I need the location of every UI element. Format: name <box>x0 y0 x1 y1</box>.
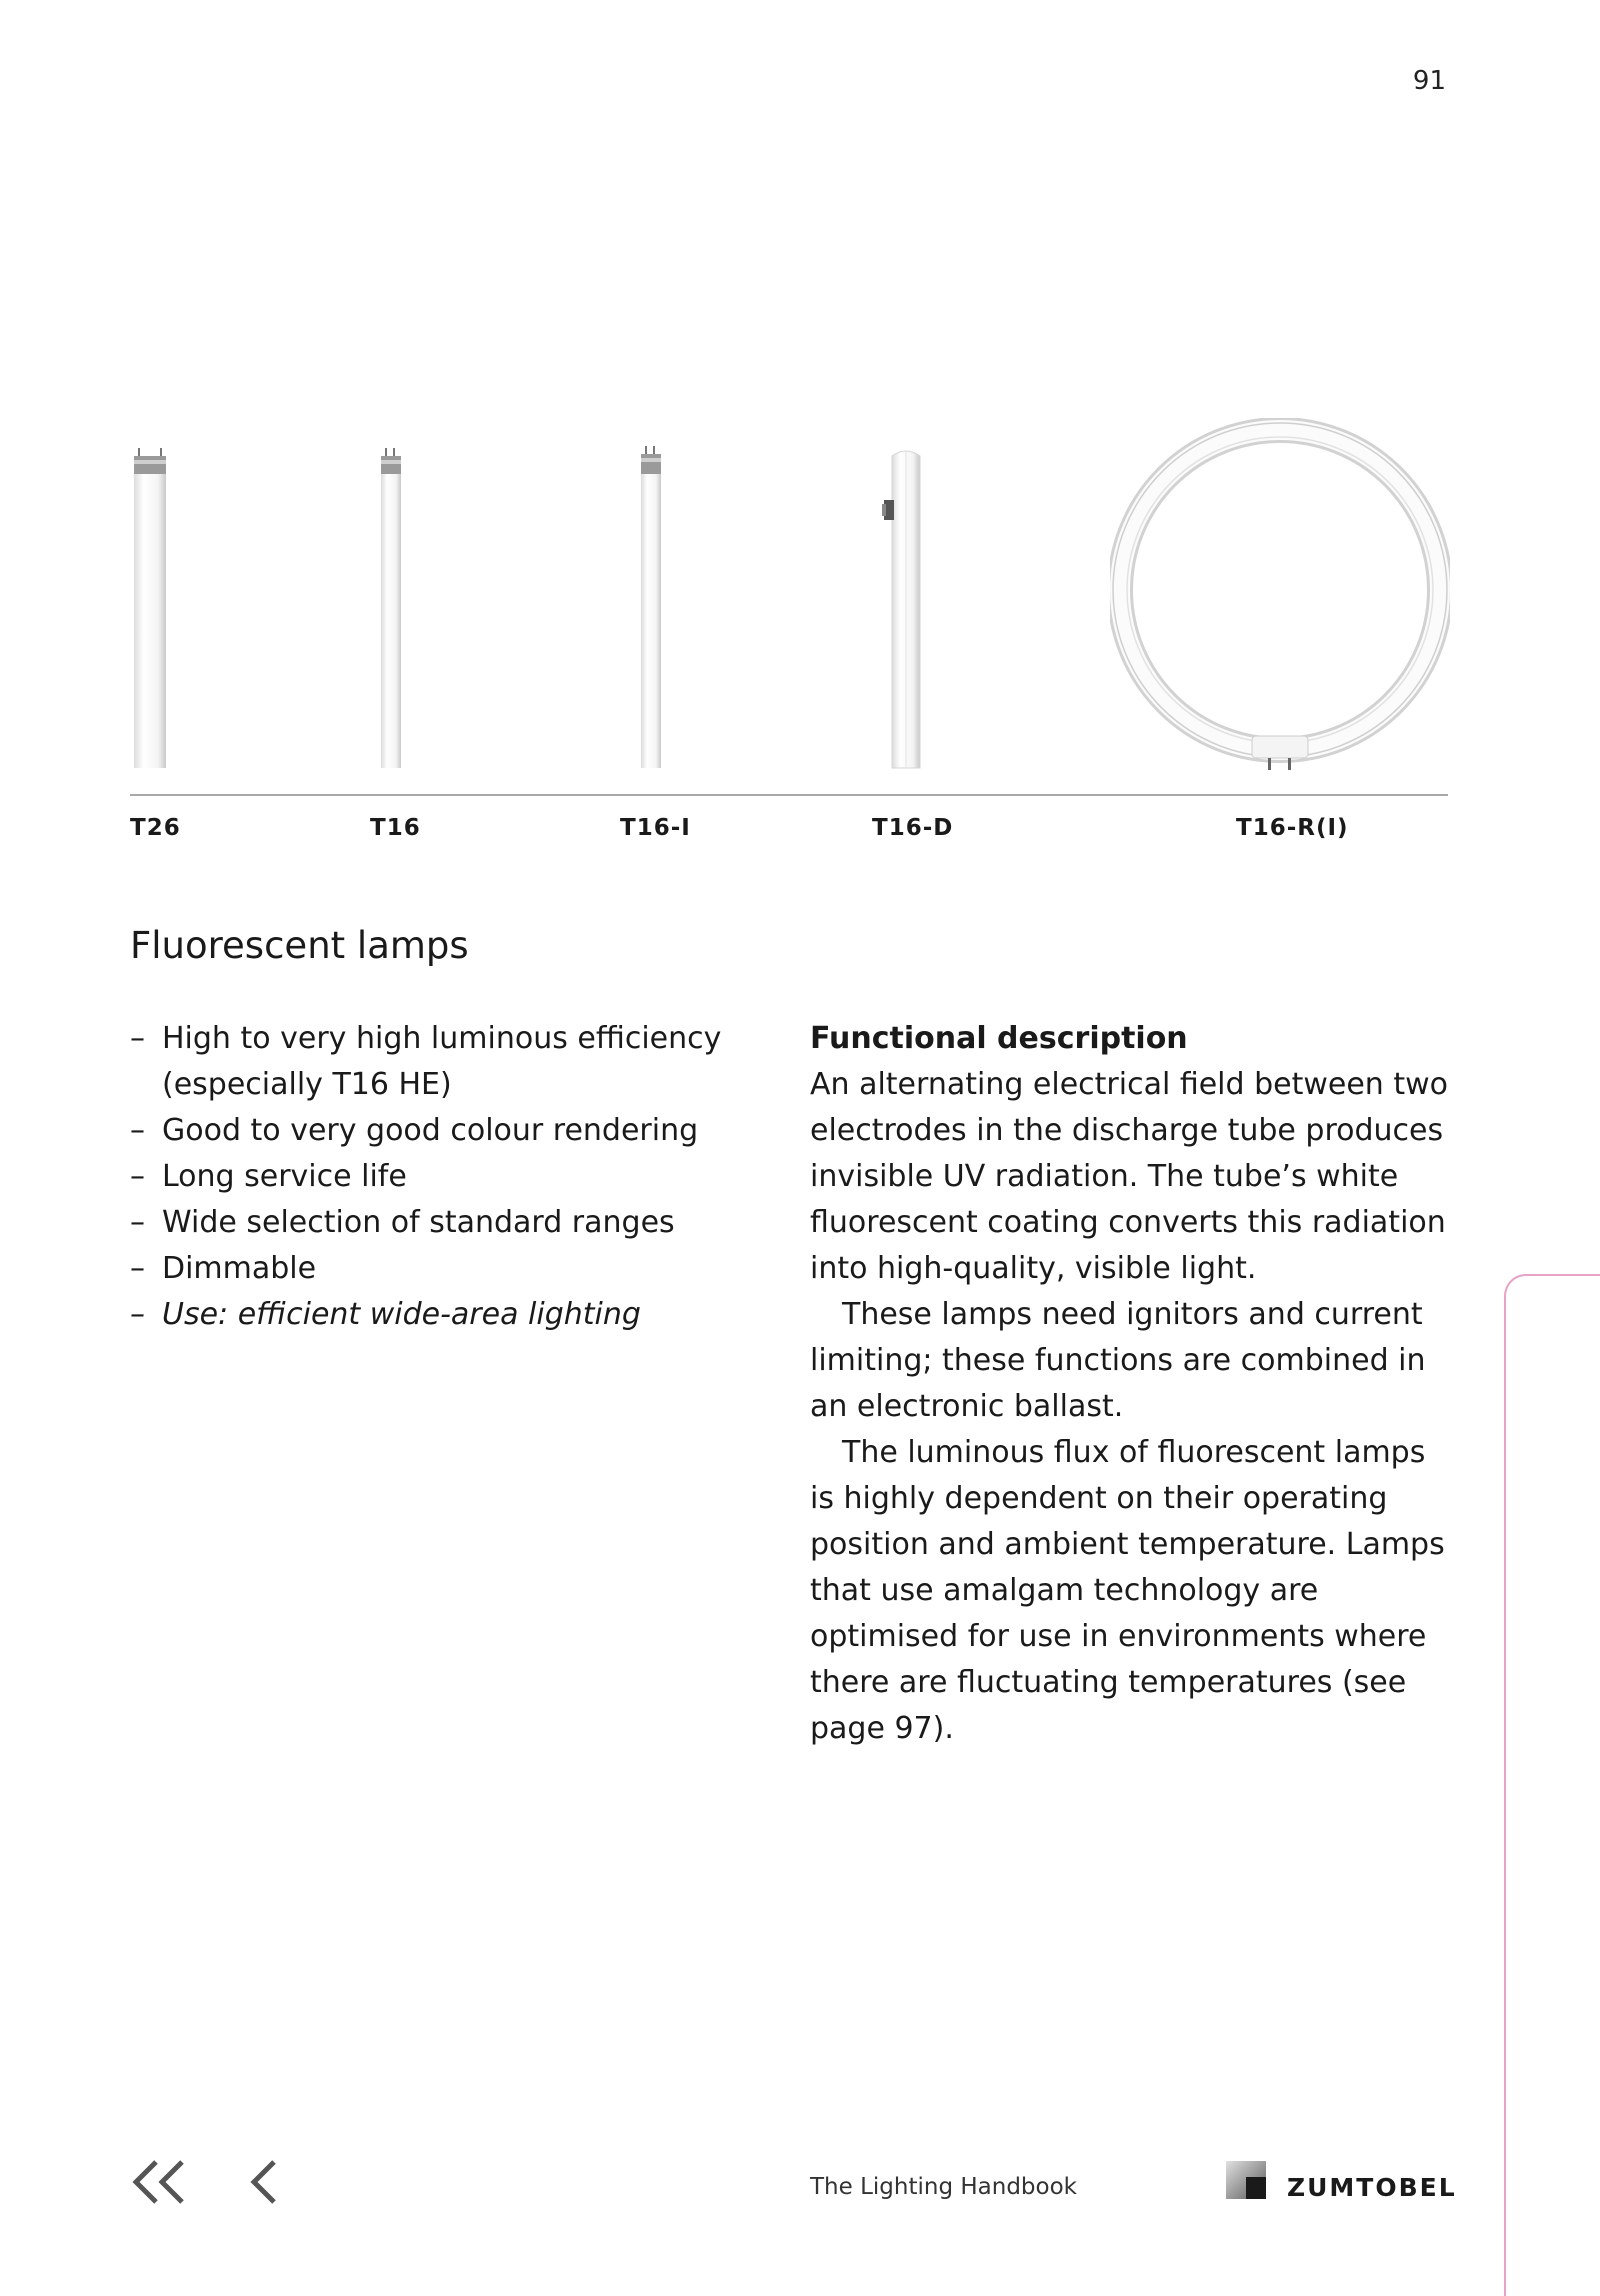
lamp-label-t16-r: T16-R(I) <box>1236 815 1349 841</box>
list-item <box>130 1246 730 1292</box>
description-paragraph: These lamps need ignitors and current limiting; these functions are combined in an electronic ballast. <box>810 1297 1426 1424</box>
lamp-label-t16: T16 <box>370 815 421 841</box>
lamp-image-t16-d <box>880 446 930 770</box>
double-chevron-left-icon[interactable] <box>128 2158 190 2210</box>
list-item <box>130 1292 730 1338</box>
lamp-image-t26 <box>130 440 174 770</box>
dash-bullet: – <box>130 1113 145 1148</box>
feature-text: High to very high luminous efficiency (especially T16 HE) <box>162 1021 722 1102</box>
lamp-divider <box>130 794 1448 796</box>
description-paragraph: The luminous flux of fluorescent lamps is highly dependent on their operating position and ambient temperature. Lamps that use amalgam technology are optimised for use in environments where there are fluctuating temperatures (see page 97). <box>810 1435 1445 1746</box>
dash-bullet: – <box>130 1021 145 1056</box>
dash-bullet: – <box>130 1205 145 1240</box>
lamp-image-t16-r <box>1110 418 1450 778</box>
description-heading: Functional description <box>810 1021 1188 1056</box>
list-item <box>130 1200 730 1246</box>
dash-bullet: – <box>130 1297 145 1332</box>
lamp-image-t16-i <box>636 440 666 770</box>
dash-bullet: – <box>130 1159 145 1194</box>
margin-tab <box>1504 1274 1600 2296</box>
zumtobel-logo-mark <box>1226 2161 1266 2203</box>
lamp-label-t16-d: T16-D <box>872 815 954 841</box>
functional-description <box>810 1016 1450 1752</box>
dash-bullet: – <box>130 1251 145 1286</box>
lamp-image-t16 <box>376 440 406 770</box>
brand-name: ZUMTOBEL <box>1287 2173 1457 2202</box>
feature-text: Good to very good colour rendering <box>162 1113 699 1148</box>
section-title: Fluorescent lamps <box>130 924 469 967</box>
lamp-label-t16-i: T16-I <box>620 815 691 841</box>
feature-text: Use: efficient wide-area lighting <box>162 1297 641 1332</box>
description-paragraph: An alternating electrical field between two electrodes in the discharge tube produces invisible UV radiation. The tube’s white fluorescent coating converts this radiation into high-quality, visible light. <box>810 1067 1449 1286</box>
feature-text: Wide selection of standard ranges <box>162 1205 675 1240</box>
feature-text: Dimmable <box>162 1251 317 1286</box>
chevron-left-icon[interactable] <box>248 2158 282 2210</box>
lamp-label-t26: T26 <box>130 815 181 841</box>
book-title: The Lighting Handbook <box>810 2174 1077 2200</box>
list-item <box>130 1108 730 1154</box>
page-number: 91 <box>1412 66 1446 96</box>
feature-list <box>130 1016 730 1338</box>
feature-text: Long service life <box>162 1159 407 1194</box>
list-item <box>130 1154 730 1200</box>
list-item <box>130 1016 730 1108</box>
